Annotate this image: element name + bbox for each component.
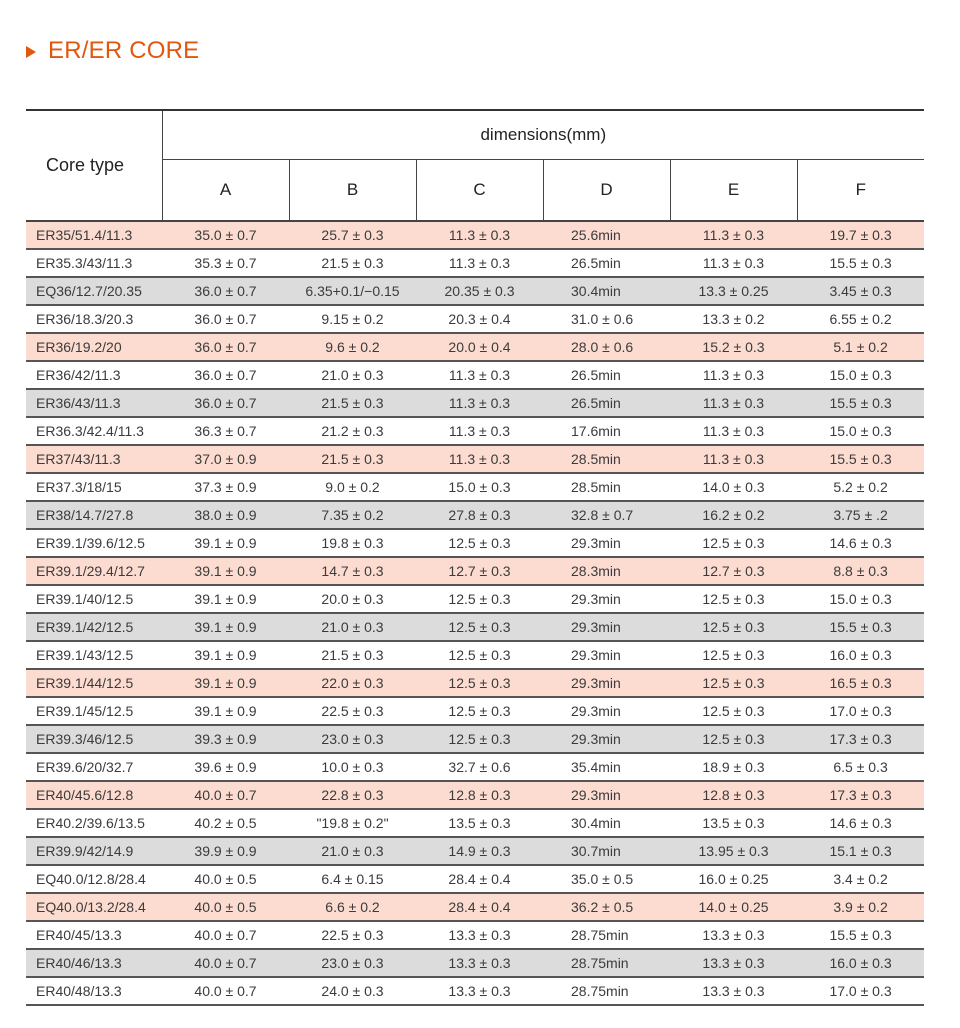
cell-core-type: ER39.1/44/12.5 xyxy=(26,669,162,697)
cell-dim-a: 39.9 ± 0.9 xyxy=(162,837,289,865)
cell-core-type: ER37/43/11.3 xyxy=(26,445,162,473)
cell-dim-c: 11.3 ± 0.3 xyxy=(416,417,543,445)
cell-dim-d: 28.75min xyxy=(543,921,670,949)
cell-core-type: ER39.1/45/12.5 xyxy=(26,697,162,725)
cell-dim-e: 12.5 ± 0.3 xyxy=(670,613,797,641)
cell-dim-d: 17.6min xyxy=(543,417,670,445)
table-row xyxy=(26,753,924,781)
cell-dim-a: 37.0 ± 0.9 xyxy=(162,445,289,473)
cell-core-type: ER39.1/39.6/12.5 xyxy=(26,529,162,557)
cell-dim-b: 22.8 ± 0.3 xyxy=(289,781,416,809)
cell-dim-e: 12.8 ± 0.3 xyxy=(670,781,797,809)
cell-dim-a: 36.3 ± 0.7 xyxy=(162,417,289,445)
cell-core-type: ER39.1/29.4/12.7 xyxy=(26,557,162,585)
cell-dim-b: 9.15 ± 0.2 xyxy=(289,305,416,333)
header-col-f: F xyxy=(797,160,924,222)
cell-core-type: ER36.3/42.4/11.3 xyxy=(26,417,162,445)
cell-dim-d: 29.3min xyxy=(543,641,670,669)
cell-core-type: ER36/43/11.3 xyxy=(26,389,162,417)
cell-dim-a: 36.0 ± 0.7 xyxy=(162,389,289,417)
cell-dim-f: 5.2 ± 0.2 xyxy=(797,473,924,501)
cell-dim-d: 28.0 ± 0.6 xyxy=(543,333,670,361)
cell-dim-a: 37.3 ± 0.9 xyxy=(162,473,289,501)
cell-dim-a: 36.0 ± 0.7 xyxy=(162,333,289,361)
cell-dim-b: 21.0 ± 0.3 xyxy=(289,837,416,865)
cell-dim-b: 22.5 ± 0.3 xyxy=(289,697,416,725)
cell-dim-b: 25.7 ± 0.3 xyxy=(289,221,416,249)
cell-dim-e: 11.3 ± 0.3 xyxy=(670,361,797,389)
cell-dim-a: 36.0 ± 0.7 xyxy=(162,305,289,333)
cell-dim-c: 13.5 ± 0.3 xyxy=(416,809,543,837)
cell-dim-f: 3.4 ± 0.2 xyxy=(797,865,924,893)
cell-dim-f: 15.5 ± 0.3 xyxy=(797,921,924,949)
cell-dim-f: 15.0 ± 0.3 xyxy=(797,417,924,445)
cell-dim-e: 13.3 ± 0.3 xyxy=(670,921,797,949)
table-body xyxy=(26,221,924,1005)
cell-core-type: ER40/48/13.3 xyxy=(26,977,162,1005)
cell-dim-e: 16.2 ± 0.2 xyxy=(670,501,797,529)
table-row xyxy=(26,977,924,1005)
cell-core-type: ER40/45/13.3 xyxy=(26,921,162,949)
cell-dim-e: 12.7 ± 0.3 xyxy=(670,557,797,585)
cell-dim-d: 29.3min xyxy=(543,529,670,557)
cell-dim-b: 22.5 ± 0.3 xyxy=(289,921,416,949)
cell-dim-a: 39.1 ± 0.9 xyxy=(162,669,289,697)
cell-dim-f: 15.5 ± 0.3 xyxy=(797,445,924,473)
cell-core-type: ER39.1/43/12.5 xyxy=(26,641,162,669)
cell-dim-b: 23.0 ± 0.3 xyxy=(289,949,416,977)
cell-dim-d: 26.5min xyxy=(543,249,670,277)
table-row xyxy=(26,865,924,893)
header-col-b: B xyxy=(289,160,416,222)
cell-dim-c: 32.7 ± 0.6 xyxy=(416,753,543,781)
cell-dim-e: 11.3 ± 0.3 xyxy=(670,445,797,473)
cell-dim-b: 19.8 ± 0.3 xyxy=(289,529,416,557)
table-row xyxy=(26,333,924,361)
cell-dim-f: 15.1 ± 0.3 xyxy=(797,837,924,865)
cell-dim-e: 13.95 ± 0.3 xyxy=(670,837,797,865)
cell-dim-b: 23.0 ± 0.3 xyxy=(289,725,416,753)
cell-dim-d: 28.5min xyxy=(543,445,670,473)
cell-dim-c: 11.3 ± 0.3 xyxy=(416,221,543,249)
cell-dim-a: 36.0 ± 0.7 xyxy=(162,277,289,305)
table-row xyxy=(26,529,924,557)
table-row xyxy=(26,305,924,333)
cell-dim-c: 14.9 ± 0.3 xyxy=(416,837,543,865)
table-row xyxy=(26,949,924,977)
cell-dim-f: 3.75 ± .2 xyxy=(797,501,924,529)
cell-dim-b: 21.0 ± 0.3 xyxy=(289,613,416,641)
cell-dim-b: 14.7 ± 0.3 xyxy=(289,557,416,585)
header-col-c: C xyxy=(416,160,543,222)
cell-dim-a: 39.1 ± 0.9 xyxy=(162,529,289,557)
cell-dim-c: 20.3 ± 0.4 xyxy=(416,305,543,333)
table-row xyxy=(26,725,924,753)
cell-dim-b: 6.6 ± 0.2 xyxy=(289,893,416,921)
cell-dim-c: 12.5 ± 0.3 xyxy=(416,585,543,613)
cell-dim-c: 13.3 ± 0.3 xyxy=(416,949,543,977)
cell-core-type: ER37.3/18/15 xyxy=(26,473,162,501)
table-row xyxy=(26,893,924,921)
cell-dim-a: 35.0 ± 0.7 xyxy=(162,221,289,249)
cell-dim-c: 13.3 ± 0.3 xyxy=(416,977,543,1005)
cell-dim-f: 17.0 ± 0.3 xyxy=(797,697,924,725)
table-row xyxy=(26,277,924,305)
cell-dim-c: 20.35 ± 0.3 xyxy=(416,277,543,305)
cell-dim-f: 16.0 ± 0.3 xyxy=(797,641,924,669)
cell-dim-c: 11.3 ± 0.3 xyxy=(416,389,543,417)
cell-dim-d: 28.75min xyxy=(543,977,670,1005)
cell-dim-f: 15.5 ± 0.3 xyxy=(797,613,924,641)
cell-dim-b: 20.0 ± 0.3 xyxy=(289,585,416,613)
cell-dim-a: 39.6 ± 0.9 xyxy=(162,753,289,781)
header-dimensions: dimensions(mm) xyxy=(162,110,924,160)
cell-dim-c: 11.3 ± 0.3 xyxy=(416,361,543,389)
table-row xyxy=(26,473,924,501)
cell-core-type: ER39.1/40/12.5 xyxy=(26,585,162,613)
cell-core-type: ER38/14.7/27.8 xyxy=(26,501,162,529)
cell-dim-a: 40.2 ± 0.5 xyxy=(162,809,289,837)
cell-dim-d: 29.3min xyxy=(543,781,670,809)
cell-dim-f: 19.7 ± 0.3 xyxy=(797,221,924,249)
cell-dim-a: 39.1 ± 0.9 xyxy=(162,613,289,641)
cell-dim-b: 21.2 ± 0.3 xyxy=(289,417,416,445)
table-row xyxy=(26,697,924,725)
cell-dim-c: 15.0 ± 0.3 xyxy=(416,473,543,501)
cell-dim-f: 16.5 ± 0.3 xyxy=(797,669,924,697)
cell-core-type: ER36/19.2/20 xyxy=(26,333,162,361)
cell-dim-f: 15.0 ± 0.3 xyxy=(797,361,924,389)
cell-dim-c: 11.3 ± 0.3 xyxy=(416,249,543,277)
cell-dim-e: 15.2 ± 0.3 xyxy=(670,333,797,361)
cell-dim-b: 9.6 ± 0.2 xyxy=(289,333,416,361)
table-row xyxy=(26,389,924,417)
cell-dim-a: 35.3 ± 0.7 xyxy=(162,249,289,277)
cell-dim-e: 11.3 ± 0.3 xyxy=(670,389,797,417)
cell-dim-e: 11.3 ± 0.3 xyxy=(670,221,797,249)
cell-dim-f: 5.1 ± 0.2 xyxy=(797,333,924,361)
cell-dim-e: 13.3 ± 0.25 xyxy=(670,277,797,305)
cell-dim-a: 40.0 ± 0.5 xyxy=(162,893,289,921)
cell-dim-e: 13.3 ± 0.3 xyxy=(670,949,797,977)
cell-dim-f: 17.3 ± 0.3 xyxy=(797,781,924,809)
cell-core-type: ER36/42/11.3 xyxy=(26,361,162,389)
cell-dim-c: 28.4 ± 0.4 xyxy=(416,893,543,921)
cell-core-type: ER40/46/13.3 xyxy=(26,949,162,977)
cell-dim-f: 17.3 ± 0.3 xyxy=(797,725,924,753)
cell-dim-b: 10.0 ± 0.3 xyxy=(289,753,416,781)
cell-dim-e: 13.3 ± 0.3 xyxy=(670,977,797,1005)
cell-dim-b: 21.5 ± 0.3 xyxy=(289,249,416,277)
cell-dim-c: 20.0 ± 0.4 xyxy=(416,333,543,361)
table-row xyxy=(26,641,924,669)
cell-dim-d: 29.3min xyxy=(543,585,670,613)
cell-dim-a: 40.0 ± 0.7 xyxy=(162,977,289,1005)
cell-dim-f: 17.0 ± 0.3 xyxy=(797,977,924,1005)
cell-dim-f: 6.5 ± 0.3 xyxy=(797,753,924,781)
cell-dim-c: 12.5 ± 0.3 xyxy=(416,641,543,669)
cell-dim-d: 30.4min xyxy=(543,277,670,305)
cell-dim-a: 40.0 ± 0.7 xyxy=(162,781,289,809)
cell-dim-b: 21.5 ± 0.3 xyxy=(289,641,416,669)
cell-core-type: ER39.9/42/14.9 xyxy=(26,837,162,865)
cell-dim-d: 25.6min xyxy=(543,221,670,249)
cell-dim-e: 12.5 ± 0.3 xyxy=(670,725,797,753)
cell-dim-e: 14.0 ± 0.3 xyxy=(670,473,797,501)
cell-dim-c: 12.5 ± 0.3 xyxy=(416,529,543,557)
cell-dim-d: 31.0 ± 0.6 xyxy=(543,305,670,333)
cell-dim-f: 15.0 ± 0.3 xyxy=(797,585,924,613)
cell-dim-d: 29.3min xyxy=(543,697,670,725)
cell-dim-d: 29.3min xyxy=(543,725,670,753)
cell-dim-f: 15.5 ± 0.3 xyxy=(797,249,924,277)
cell-core-type: ER39.3/46/12.5 xyxy=(26,725,162,753)
header-core-type: Core type xyxy=(26,110,162,221)
cell-dim-a: 40.0 ± 0.7 xyxy=(162,949,289,977)
cell-dim-b: 21.5 ± 0.3 xyxy=(289,389,416,417)
cell-dim-a: 36.0 ± 0.7 xyxy=(162,361,289,389)
cell-dim-c: 13.3 ± 0.3 xyxy=(416,921,543,949)
table-row xyxy=(26,585,924,613)
cell-dim-e: 11.3 ± 0.3 xyxy=(670,417,797,445)
table-row xyxy=(26,781,924,809)
cell-dim-d: 30.4min xyxy=(543,809,670,837)
cell-dim-f: 3.45 ± 0.3 xyxy=(797,277,924,305)
cell-dim-e: 18.9 ± 0.3 xyxy=(670,753,797,781)
cell-dim-a: 39.1 ± 0.9 xyxy=(162,697,289,725)
core-dimensions-table xyxy=(26,109,924,1006)
cell-dim-d: 28.5min xyxy=(543,473,670,501)
section-title-text: ER/ER CORE xyxy=(48,37,200,64)
cell-dim-c: 27.8 ± 0.3 xyxy=(416,501,543,529)
cell-dim-d: 32.8 ± 0.7 xyxy=(543,501,670,529)
cell-dim-e: 13.3 ± 0.2 xyxy=(670,305,797,333)
cell-dim-d: 28.3min xyxy=(543,557,670,585)
cell-dim-c: 12.5 ± 0.3 xyxy=(416,725,543,753)
cell-dim-d: 36.2 ± 0.5 xyxy=(543,893,670,921)
cell-dim-b: 21.0 ± 0.3 xyxy=(289,361,416,389)
cell-dim-e: 16.0 ± 0.25 xyxy=(670,865,797,893)
cell-dim-e: 12.5 ± 0.3 xyxy=(670,697,797,725)
cell-dim-a: 39.1 ± 0.9 xyxy=(162,585,289,613)
table-row xyxy=(26,417,924,445)
cell-dim-b: 21.5 ± 0.3 xyxy=(289,445,416,473)
cell-core-type: ER39.1/42/12.5 xyxy=(26,613,162,641)
cell-dim-a: 39.1 ± 0.9 xyxy=(162,557,289,585)
cell-dim-b: 9.0 ± 0.2 xyxy=(289,473,416,501)
table-row xyxy=(26,501,924,529)
cell-dim-d: 26.5min xyxy=(543,389,670,417)
cell-dim-d: 35.4min xyxy=(543,753,670,781)
cell-dim-c: 12.8 ± 0.3 xyxy=(416,781,543,809)
cell-core-type: ER39.6/20/32.7 xyxy=(26,753,162,781)
cell-dim-d: 35.0 ± 0.5 xyxy=(543,865,670,893)
table-row xyxy=(26,613,924,641)
cell-dim-d: 26.5min xyxy=(543,361,670,389)
table-row xyxy=(26,249,924,277)
cell-dim-f: 6.55 ± 0.2 xyxy=(797,305,924,333)
table-row xyxy=(26,445,924,473)
cell-dim-f: 3.9 ± 0.2 xyxy=(797,893,924,921)
cell-dim-c: 12.5 ± 0.3 xyxy=(416,613,543,641)
table-row xyxy=(26,221,924,249)
cell-dim-a: 40.0 ± 0.5 xyxy=(162,865,289,893)
cell-core-type: EQ40.0/12.8/28.4 xyxy=(26,865,162,893)
section-title xyxy=(26,36,199,66)
cell-dim-b: 22.0 ± 0.3 xyxy=(289,669,416,697)
cell-dim-c: 12.7 ± 0.3 xyxy=(416,557,543,585)
cell-core-type: ER40/45.6/12.8 xyxy=(26,781,162,809)
cell-dim-c: 12.5 ± 0.3 xyxy=(416,697,543,725)
cell-dim-d: 28.75min xyxy=(543,949,670,977)
cell-dim-a: 39.1 ± 0.9 xyxy=(162,641,289,669)
cell-core-type: ER40.2/39.6/13.5 xyxy=(26,809,162,837)
cell-dim-e: 11.3 ± 0.3 xyxy=(670,249,797,277)
cell-dim-d: 29.3min xyxy=(543,669,670,697)
cell-dim-d: 30.7min xyxy=(543,837,670,865)
cell-core-type: ER35.3/43/11.3 xyxy=(26,249,162,277)
cell-dim-a: 40.0 ± 0.7 xyxy=(162,921,289,949)
cell-dim-e: 12.5 ± 0.3 xyxy=(670,585,797,613)
table-row xyxy=(26,809,924,837)
cell-dim-f: 14.6 ± 0.3 xyxy=(797,809,924,837)
header-col-a: A xyxy=(162,160,289,222)
cell-dim-e: 14.0 ± 0.25 xyxy=(670,893,797,921)
cell-dim-a: 38.0 ± 0.9 xyxy=(162,501,289,529)
cell-dim-e: 12.5 ± 0.3 xyxy=(670,529,797,557)
cell-dim-c: 11.3 ± 0.3 xyxy=(416,445,543,473)
table-row xyxy=(26,837,924,865)
cell-dim-b: 6.4 ± 0.15 xyxy=(289,865,416,893)
cell-core-type: EQ36/12.7/20.35 xyxy=(26,277,162,305)
cell-dim-b: 6.35+0.1/−0.15 xyxy=(289,277,416,305)
cell-dim-b: 24.0 ± 0.3 xyxy=(289,977,416,1005)
cell-dim-c: 28.4 ± 0.4 xyxy=(416,865,543,893)
cell-dim-f: 16.0 ± 0.3 xyxy=(797,949,924,977)
cell-dim-a: 39.3 ± 0.9 xyxy=(162,725,289,753)
cell-dim-f: 15.5 ± 0.3 xyxy=(797,389,924,417)
header-col-e: E xyxy=(670,160,797,222)
table-row xyxy=(26,361,924,389)
cell-core-type: EQ40.0/13.2/28.4 xyxy=(26,893,162,921)
header-col-d: D xyxy=(543,160,670,222)
cell-dim-f: 8.8 ± 0.3 xyxy=(797,557,924,585)
table-row xyxy=(26,669,924,697)
cell-dim-b: 7.35 ± 0.2 xyxy=(289,501,416,529)
cell-core-type: ER35/51.4/11.3 xyxy=(26,221,162,249)
cell-dim-e: 12.5 ± 0.3 xyxy=(670,669,797,697)
cell-dim-c: 12.5 ± 0.3 xyxy=(416,669,543,697)
table-row xyxy=(26,921,924,949)
cell-dim-f: 14.6 ± 0.3 xyxy=(797,529,924,557)
triangle-right-icon xyxy=(26,46,36,58)
cell-core-type: ER36/18.3/20.3 xyxy=(26,305,162,333)
cell-dim-b: "19.8 ± 0.2" xyxy=(289,809,416,837)
table-row xyxy=(26,557,924,585)
cell-dim-e: 13.5 ± 0.3 xyxy=(670,809,797,837)
cell-dim-d: 29.3min xyxy=(543,613,670,641)
cell-dim-e: 12.5 ± 0.3 xyxy=(670,641,797,669)
